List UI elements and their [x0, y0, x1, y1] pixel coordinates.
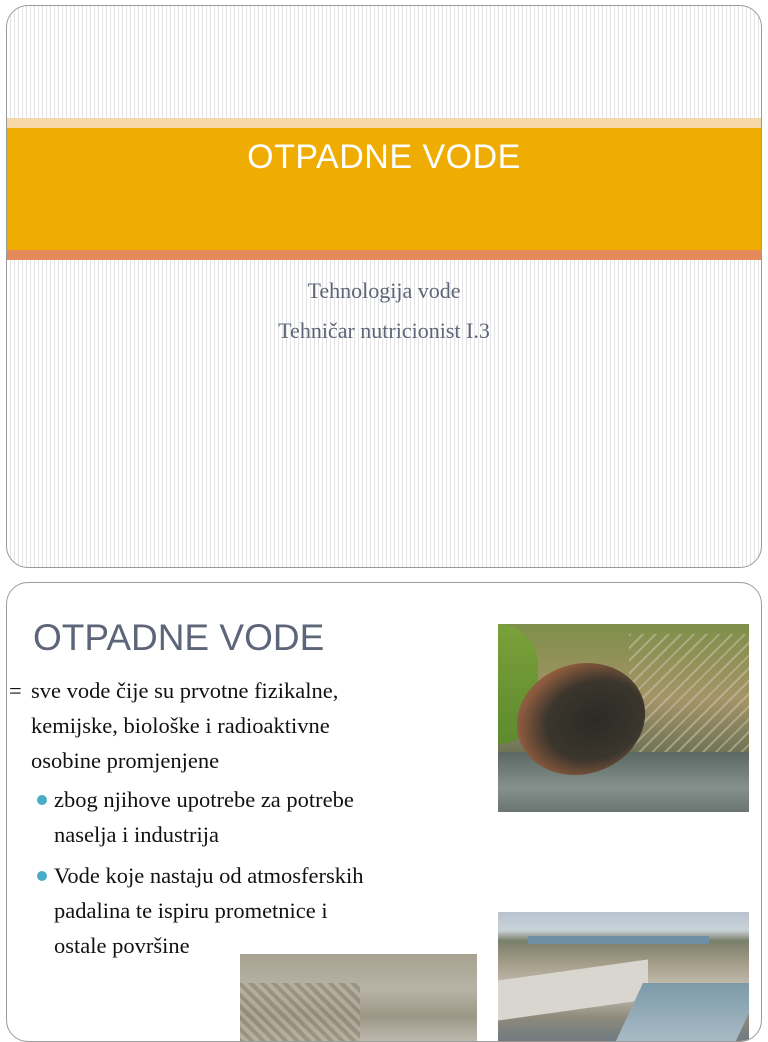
bullet-line: padalina te ispiru prometnice i	[54, 898, 328, 923]
bullet-line: zbog njihove upotrebe za potrebe	[54, 787, 354, 812]
slide-title	[6, 5, 762, 568]
photo-shore	[240, 983, 360, 1042]
photo-drainage-pipe	[498, 624, 749, 812]
subtitle-class: Tehničar nutricionist I.3	[278, 318, 490, 343]
photo-polluted-water	[240, 954, 477, 1042]
title-band-top-stripe	[7, 118, 761, 128]
definition-paragraph	[9, 673, 429, 778]
bullet-line: naselja i industrija	[54, 822, 219, 847]
bullet-dot-icon	[37, 795, 47, 805]
title-band-bottom-stripe	[7, 250, 761, 260]
bullet-line: ostale površine	[54, 933, 190, 958]
photo-coastal-drain	[498, 912, 749, 1042]
equals-sign: =	[9, 678, 22, 703]
slide1-title: OTPADNE VODE	[247, 138, 521, 176]
photo-sea	[528, 936, 709, 944]
bullet-line: Vode koje nastaju od atmosferskih	[54, 863, 364, 888]
definition-line: sve vode čije su prvotne fizikalne,	[31, 678, 339, 703]
slide-content	[6, 582, 762, 1042]
definition-line: kemijske, biološke i radioaktivne	[31, 713, 330, 738]
bullet-dot-icon	[37, 871, 47, 881]
subtitle-course: Tehnologija vode	[307, 278, 461, 303]
bullet-item	[31, 858, 431, 963]
slide2-title: OTPADNE VODE	[33, 617, 325, 658]
photo-wall	[498, 959, 648, 1020]
photo-brush	[629, 634, 749, 754]
bullet-item	[31, 782, 431, 852]
definition-line: osobine promjenjene	[31, 748, 220, 773]
